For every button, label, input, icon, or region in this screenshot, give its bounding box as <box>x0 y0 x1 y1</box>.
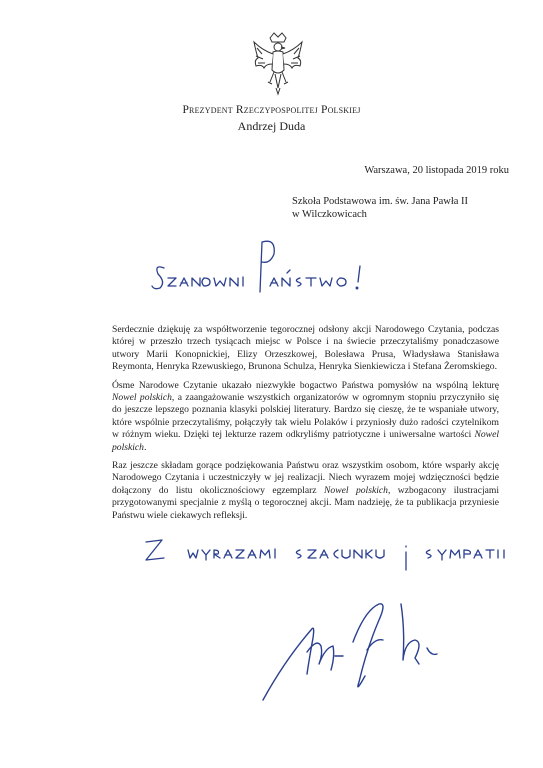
paragraph-2-text-b: , a zaangażowanie wszystkich organizatorów w ogromnym stopniu przyczyniło się do jeszcze lepszego poznania klasyki polskiej literatury. Bardzo się cieszę, że te wspaniałe utwory, które wspólnie przeczytaliśmy, połączyły tak wielu Polaków i przyniosły dużo radości czytelnikom w różnym wieku. Dzięki tej lekturze razem odkryliśmy patriotyczne i uniwersalne wartości <box>112 392 499 441</box>
recipient-line-2: w Wilczkowicach <box>292 209 367 220</box>
paragraph-1-text: Serdecznie dziękuję za współtworzenie tegorocznej odsłony akcji Narodowego Czytania, podczas której w przeszło trzech tysiącach miejsc w Polsce i na świecie przeczytaliśmy ponadczasowe utwory Marii Konopnickiej, Elizy Orzeszkowej, Bolesława Prusa, Władysława Stanisława Reymonta, Henryka Rzewuskiego, Brunona Schulza, Henryka Sienkiewicza i Stefana Żeromskiego. <box>112 324 499 373</box>
paragraph-2 <box>112 380 499 454</box>
signature-icon <box>255 590 455 710</box>
closing-script-drawing <box>140 530 520 580</box>
handwritten-closing <box>140 530 520 580</box>
paragraph-3-title: Nowel polskich <box>324 484 388 496</box>
paragraph-3 <box>112 460 499 522</box>
polish-eagle-emblem-icon <box>248 30 308 100</box>
handwritten-salutation <box>150 228 370 308</box>
recipient-address <box>292 195 468 221</box>
recipient-line-1: Szkoła Podstawowa im. św. Jana Pawła II <box>292 196 469 207</box>
place-and-date: Warszawa, 20 listopada 2019 roku <box>364 165 509 176</box>
salutation-script-drawing <box>150 228 370 308</box>
paragraph-2-text-c: . <box>143 441 147 453</box>
paragraph-2-title-2: Nowel polskich <box>112 429 499 453</box>
letter-body <box>112 324 499 528</box>
paragraph-3-text-a: Raz jeszcze składam gorące podziękowania Państwu oraz wszystkim osobom, które wsparły akcję Narodowego Czytania i uczestniczyły w jej realizacji. Niech wyrazem mojej wdzięczności będzie dołączony do listu okolicznościowy egzemplarz <box>112 460 499 496</box>
paragraph-3-text-b: , wzbogacony ilustracjami przygotowanymi specjalnie z myślą o tegorocznej akcji. Mam nadzieję, że ta publikacja przyniesie Państwu wiele ciekawych refleksji. <box>112 484 499 521</box>
office-title-text: Prezydent Rzeczypospolitej Polskiej <box>182 104 361 116</box>
sender-name: Andrzej Duda <box>237 119 306 133</box>
office-title <box>0 104 543 116</box>
paragraph-2-text-a: Ósme Narodowe Czytanie ukazało niezwykłe bogactwo Państwa pomysłów na wspólną lekturę <box>112 379 499 391</box>
paragraph-2-title-1: Nowel polskich <box>112 392 172 404</box>
paragraph-1 <box>112 324 499 374</box>
